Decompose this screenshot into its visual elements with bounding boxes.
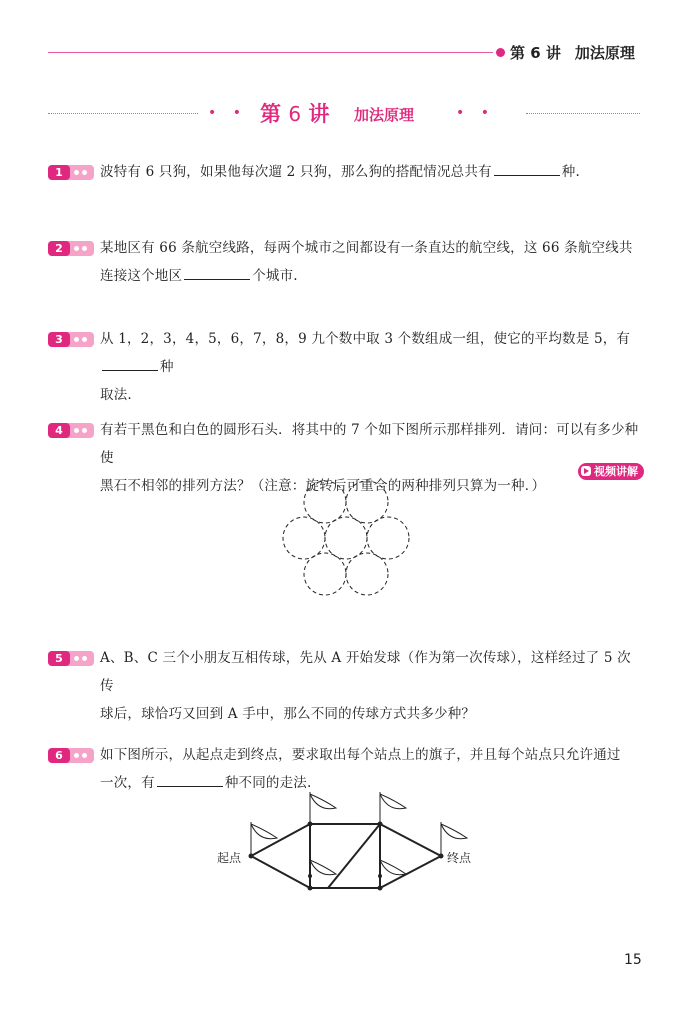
question-text: 从 1，2，3，4，5，6，7，8，9 九个数中取 3 个数组成一组，使它的平均数是 5，有种 取法. [100, 331, 631, 403]
flag-icon [380, 792, 406, 824]
flag-icon [380, 858, 406, 888]
end-label: 终点 [447, 851, 472, 865]
chapter-number: 第 6 讲 [260, 102, 330, 126]
flag-icon [251, 822, 277, 856]
question-text: 有若干黑色和白色的圆形石头．将其中的 7 个如下图所示那样排列．请问：可以有多少种使 黑石不相邻的排列方法？（注意：旋转后可重合的两种排列只算为一种．） [100, 422, 639, 494]
circle-stone [367, 517, 409, 559]
running-header [48, 42, 640, 64]
question-text: 如下图所示，从起点走到终点，要求取出每个站点上的旗子，并且每个站点只允许通过 一次，有 种不同的走法. [100, 747, 621, 791]
title-dots-left-icon: • • [208, 105, 247, 121]
circle-stone [346, 553, 388, 595]
circle-stone [346, 481, 388, 523]
answer-blank [102, 356, 158, 371]
seven-circles-figure [276, 476, 416, 596]
video-explain-button[interactable]: 视频讲解 [578, 463, 644, 480]
question-badge: 6 [48, 748, 94, 763]
question-text: 波特有 6 只狗，如果他每次遛 2 只狗，那么狗的搭配情况总共有 种. [100, 158, 640, 186]
question-5 [48, 644, 648, 728]
question-badge: 4 [48, 423, 94, 438]
page-number: 15 [624, 952, 642, 968]
answer-blank [184, 265, 250, 280]
header-text [510, 42, 649, 63]
question-3 [48, 325, 648, 409]
question-badge: 3 [48, 332, 94, 347]
title-dotted-line-right [526, 113, 640, 114]
question-1 [48, 158, 648, 186]
question-badge: 1 [48, 165, 94, 180]
circle-stone [304, 553, 346, 595]
route-flag-figure [215, 786, 485, 898]
chapter-title-bar [48, 96, 640, 132]
question-text: 某地区有 66 条航空线路，每两个城市之间都设有一条直达的航空线，这 66 条航空线共 连接这个地区 个城市. [100, 240, 633, 284]
answer-blank [157, 772, 223, 787]
header-topic: 加法原理 [574, 44, 635, 62]
chapter-title: 加法原理 [354, 106, 415, 124]
question-badge: 5 [48, 651, 94, 666]
flag-icon [310, 792, 336, 824]
answer-blank [494, 161, 560, 176]
header-lecture: 第 6 讲 [510, 44, 561, 62]
question-text: A、B、C 三个小朋友互相传球，先从 A 开始发球（作为第一次传球），这样经过了 5 次传 球后，球恰巧又回到 A 手中，那么不同的传球方式共多少种？ [100, 650, 631, 722]
question-2 [48, 234, 648, 290]
title-dotted-line-left [48, 113, 198, 114]
question-badge: 2 [48, 241, 94, 256]
start-label: 起点 [217, 851, 242, 865]
circle-stone [304, 481, 346, 523]
header-rule [48, 52, 493, 53]
circle-stone [325, 517, 367, 559]
tv-icon [581, 466, 591, 476]
title-dots-right-icon: • • [456, 105, 495, 121]
header-dot-icon [496, 48, 505, 57]
circle-stone [283, 517, 325, 559]
